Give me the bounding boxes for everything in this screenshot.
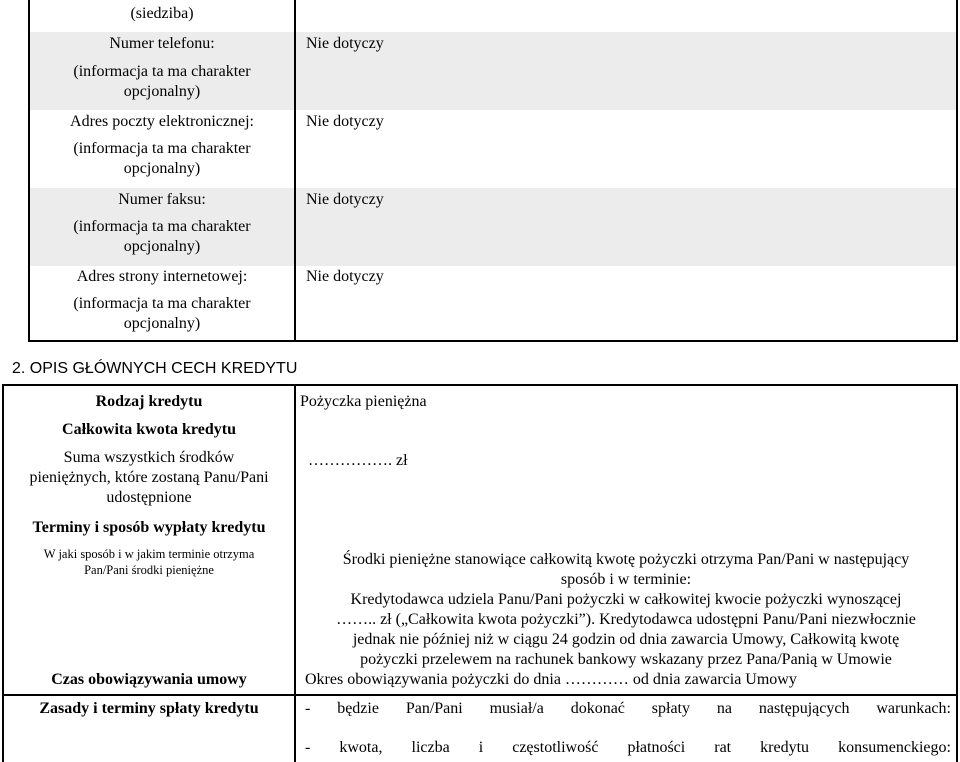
repayment-word: częstotliwość [512,739,599,756]
website-value: Nie dotyczy [306,268,384,285]
repayment-word: następujących [758,700,850,717]
repayment-word: rat [714,739,732,756]
phone-label: Numer telefonu: [109,35,215,52]
repayment-word: konsumenckiego: [838,739,951,756]
email-note-2: opcjonalny) [123,160,201,177]
payout-desc-1: W jaki sposób i w jakim terminie otrzyma [43,547,255,561]
email-value: Nie dotyczy [306,113,384,130]
credit-type-value: Pożyczka pieniężna [300,393,427,410]
payout-value-line-4: …….. zł („Całkowita kwota pożyczki”). Kredytodawca udostępni Panu/Pani niezwłocznie [336,611,916,628]
total-amount-value: ……………. zł [308,452,408,469]
repayment-word: warunkach: [876,700,951,717]
duration-label: Czas obowiązywania umowy [51,671,247,688]
website-note-2: opcjonalny) [123,315,201,332]
repayment-word: dokonać [570,700,625,717]
repayment-word: - [305,739,311,756]
fax-value: Nie dotyczy [306,191,384,208]
repayment-word: liczba [411,739,450,756]
sec2-top-border [2,384,958,386]
repayment-line-2 [305,738,951,758]
sec2-row-divider [2,694,958,696]
table-mid-border [294,0,296,342]
repayment-line-1 [305,699,951,719]
website-note-1: (informacja ta ma charakter [73,295,251,312]
payout-value-line-3: Kredytodawca udziela Panu/Pani pożyczki w całkowitej kwocie pożyczki wynoszącej [350,591,902,608]
duration-value: Okres obowiązywania pożyczki do dnia ………… od dnia zawarcia Umowy [305,671,797,688]
repayment-word: płatności [627,739,686,756]
credit-type-label: Rodzaj kredytu [95,393,203,410]
payout-value-line-1: Środki pieniężne stanowiące całkowitą kwotę pożyczki otrzyma Pan/Pani w następujący [342,551,910,568]
total-amount-label: Całkowita kwota kredytu [62,421,236,438]
repayment-word: - [305,700,311,717]
phone-note-1: (informacja ta ma charakter [73,63,251,80]
total-amount-desc-2: pieniężnych, które zostaną Panu/Pani [29,469,269,486]
payout-value-line-6: pożyczki przelewem na rachunek bankowy wskazany przez Pana/Panią w Umowie [360,651,892,668]
repayment-word: i [478,739,484,756]
payout-desc-2: Pan/Pani środki pieniężne [84,563,214,577]
fax-note-2: opcjonalny) [123,238,201,255]
table-right-border [956,0,958,342]
payout-label: Terminy i sposób wypłaty kredytu [32,519,266,536]
email-note-1: (informacja ta ma charakter [73,140,251,157]
repayment-word: kwota, [339,739,383,756]
repayment-word: będzie [337,700,379,717]
fax-note-1: (informacja ta ma charakter [73,218,251,235]
repayment-label: Zasady i terminy spłaty kredytu [39,700,259,717]
section-title: 2. OPIS GŁÓWNYCH CECH KREDYTU [12,360,298,377]
sec2-right-border [956,384,958,762]
email-label: Adres poczty elektronicznej: [70,113,254,130]
payout-value-line-2: sposób i w terminie: [560,571,692,588]
seat-label: (siedziba) [130,5,194,22]
payout-value-line-5: jednak nie później niż w ciągu 24 godzin od dnia zawarcia Umowy, Całkowitą kwotę [352,631,900,648]
phone-note-2: opcjonalny) [123,83,201,100]
fax-label: Numer faksu: [118,191,206,208]
table-bottom-border [28,340,958,342]
total-amount-desc-3: udostępnione [106,489,192,506]
repayment-word: musiał/a [489,700,544,717]
repayment-word: na [716,700,732,717]
phone-value: Nie dotyczy [306,35,384,52]
repayment-word: spłaty [651,700,690,717]
total-amount-desc-1: Suma wszystkich środków [63,449,235,466]
repayment-word: Pan/Pani [405,700,463,717]
website-label: Adres strony internetowej: [76,268,248,285]
repayment-word: kredytu [760,739,810,756]
